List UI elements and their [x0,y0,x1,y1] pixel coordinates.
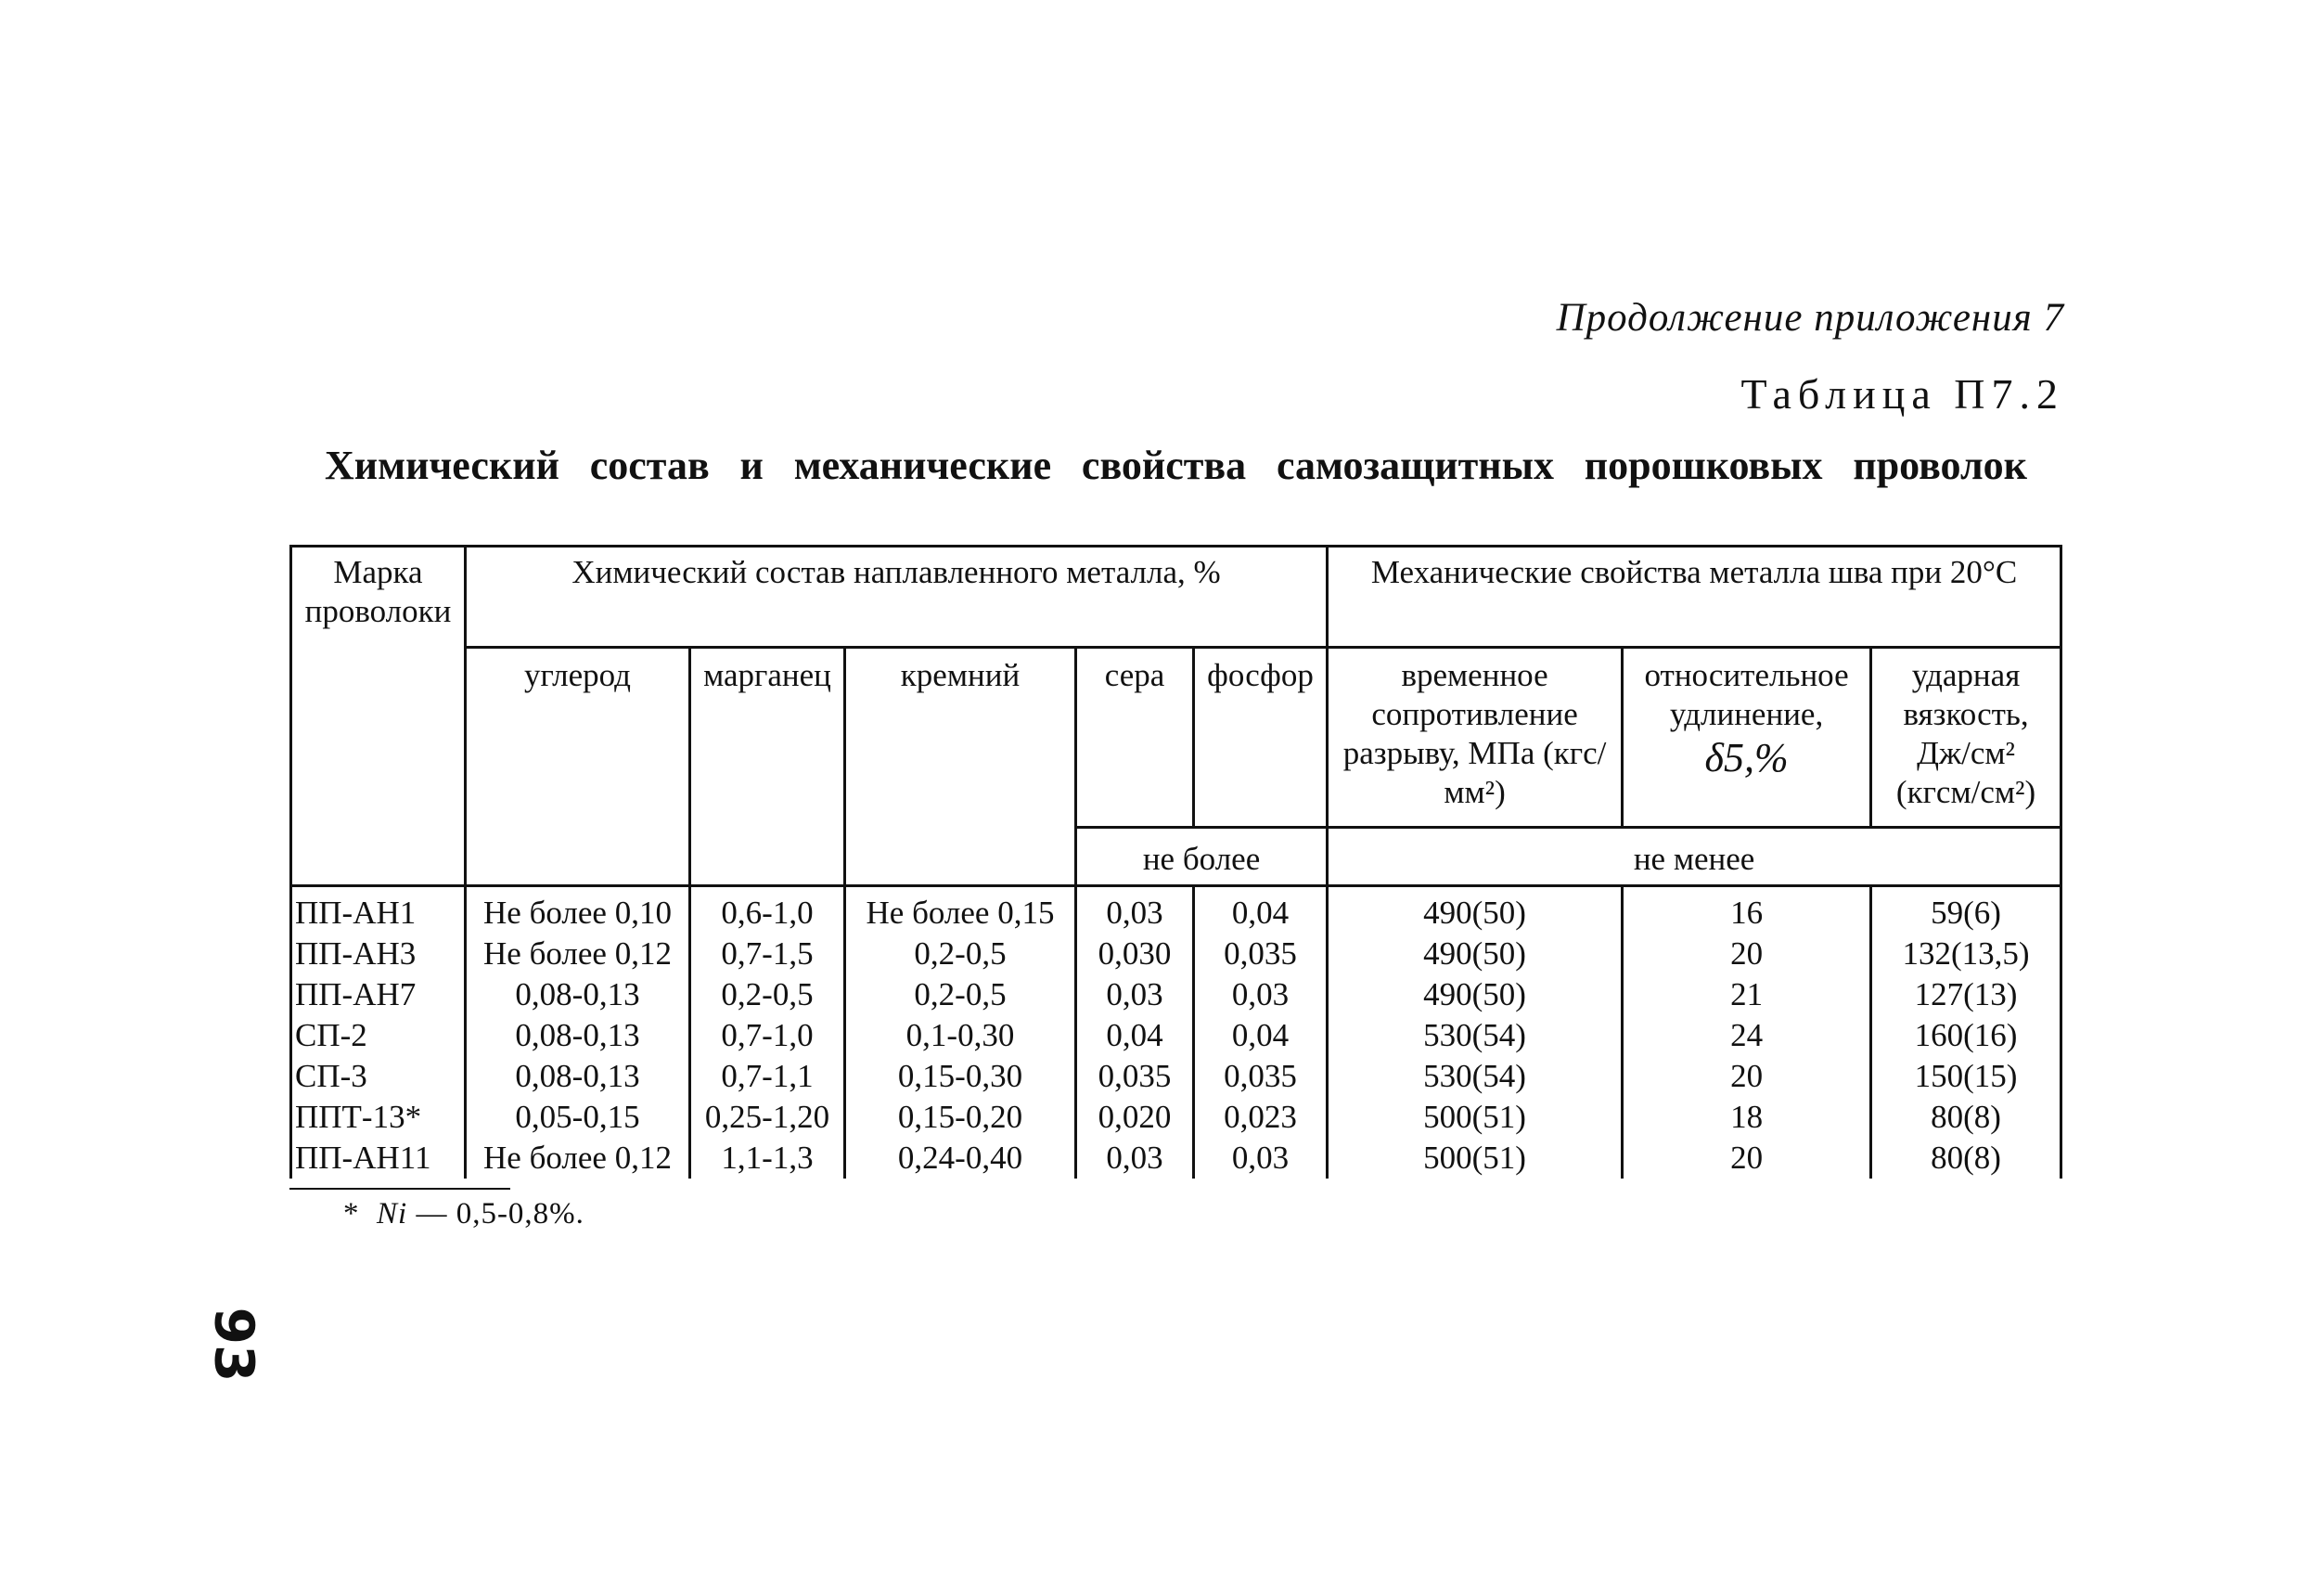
header-phosphorus: фосфор [1194,648,1328,828]
footnote [343,1197,584,1231]
cell-phosphorus: 0,035 [1194,1056,1328,1097]
properties-table [289,545,2062,1179]
cell-manganese: 0,2-0,5 [690,974,845,1015]
cell-phosphorus: 0,035 [1194,934,1328,974]
cell-elongation: 24 [1623,1015,1871,1056]
footnote-mark: * [343,1197,360,1231]
cell-impact: 59(6) [1871,886,2061,934]
cell-sulfur: 0,04 [1076,1015,1194,1056]
table-row [291,934,2061,974]
header-tensile-strength: временное сопротивление разрыву, МПа (кгс/мм²) [1328,648,1623,828]
cell-tensile: 530(54) [1328,1056,1623,1097]
header-impact-strength: ударная вязкость, Дж/см² (кгсм/см²) [1871,648,2061,828]
cell-impact: 150(15) [1871,1056,2061,1097]
cell-manganese: 0,25-1,20 [690,1097,845,1138]
cell-elongation: 16 [1623,886,1871,934]
cell-carbon: Не более 0,12 [466,1138,690,1179]
footnote-text: — 0,5-0,8%. [416,1197,584,1231]
elongation-symbol: δ5,% [1704,735,1789,780]
cell-manganese: 0,7-1,5 [690,934,845,974]
cell-tensile: 500(51) [1328,1138,1623,1179]
cell-brand: СП-2 [291,1015,466,1056]
cell-phosphorus: 0,03 [1194,974,1328,1015]
cell-sulfur: 0,03 [1076,886,1194,934]
cell-brand: ПП-АН11 [291,1138,466,1179]
cell-tensile: 490(50) [1328,974,1623,1015]
elongation-label: относительное удлинение, [1644,657,1849,732]
header-brand: Марка проволоки [291,547,466,886]
cell-impact: 160(16) [1871,1015,2061,1056]
continuation-note: Продолжение приложения 7 [1556,296,2064,340]
cell-sulfur: 0,03 [1076,1138,1194,1179]
cell-elongation: 21 [1623,974,1871,1015]
cell-manganese: 0,7-1,1 [690,1056,845,1097]
cell-silicon: 0,2-0,5 [845,934,1076,974]
cell-impact: 127(13) [1871,974,2061,1015]
cell-brand: ППТ-13* [291,1097,466,1138]
cell-carbon: Не более 0,10 [466,886,690,934]
cell-silicon: 0,15-0,30 [845,1056,1076,1097]
table-row [291,886,2061,934]
cell-brand: СП-3 [291,1056,466,1097]
header-row-columns [291,648,2061,828]
cell-elongation: 20 [1623,1138,1871,1179]
table-row [291,1138,2061,1179]
table-row [291,1097,2061,1138]
cell-silicon: 0,1-0,30 [845,1015,1076,1056]
cell-impact: 132(13,5) [1871,934,2061,974]
cell-manganese: 1,1-1,3 [690,1138,845,1179]
cell-silicon: Не более 0,15 [845,886,1076,934]
cell-elongation: 18 [1623,1097,1871,1138]
cell-tensile: 490(50) [1328,886,1623,934]
cell-silicon: 0,24-0,40 [845,1138,1076,1179]
table-label: Таблица П7.2 [1740,370,2064,418]
header-sulfur: сера [1076,648,1194,828]
table-row [291,1015,2061,1056]
cell-manganese: 0,7-1,0 [690,1015,845,1056]
cell-impact: 80(8) [1871,1097,2061,1138]
cell-sulfur: 0,030 [1076,934,1194,974]
header-manganese: марганец [690,648,845,886]
header-elongation [1623,648,1871,828]
cell-tensile: 490(50) [1328,934,1623,974]
cell-elongation: 20 [1623,934,1871,974]
cell-brand: ПП-АН1 [291,886,466,934]
cell-carbon: 0,08-0,13 [466,1056,690,1097]
footnote-element: Ni [377,1197,408,1231]
cell-impact: 80(8) [1871,1138,2061,1179]
header-silicon: кремний [845,648,1076,886]
header-row-groups [291,547,2061,648]
page-number: 93 [202,1307,266,1383]
cell-silicon: 0,15-0,20 [845,1097,1076,1138]
cell-carbon: Не более 0,12 [466,934,690,974]
cell-sulfur: 0,03 [1076,974,1194,1015]
cell-carbon: 0,08-0,13 [466,1015,690,1056]
cell-phosphorus: 0,03 [1194,1138,1328,1179]
cell-brand: ПП-АН7 [291,974,466,1015]
header-carbon: углерод [466,648,690,886]
footnote-rule [289,1188,510,1190]
cell-brand: ПП-АН3 [291,934,466,974]
cell-sulfur: 0,020 [1076,1097,1194,1138]
header-chemical-group: Химический состав наплавленного металла, % [466,547,1328,648]
cell-carbon: 0,05-0,15 [466,1097,690,1138]
cell-tensile: 530(54) [1328,1015,1623,1056]
table-row [291,974,2061,1015]
table-row [291,1056,2061,1097]
table-title: Химический состав и механические свойства самозащитных порошковых проволок [325,443,2027,488]
cell-sulfur: 0,035 [1076,1056,1194,1097]
cell-silicon: 0,2-0,5 [845,974,1076,1015]
limit-not-more: не более [1076,828,1328,886]
cell-phosphorus: 0,04 [1194,1015,1328,1056]
cell-elongation: 20 [1623,1056,1871,1097]
cell-carbon: 0,08-0,13 [466,974,690,1015]
limit-not-less: не менее [1328,828,2061,886]
cell-phosphorus: 0,04 [1194,886,1328,934]
cell-tensile: 500(51) [1328,1097,1623,1138]
cell-manganese: 0,6-1,0 [690,886,845,934]
cell-phosphorus: 0,023 [1194,1097,1328,1138]
header-mechanical-group: Механические свойства металла шва при 20°С [1328,547,2061,648]
